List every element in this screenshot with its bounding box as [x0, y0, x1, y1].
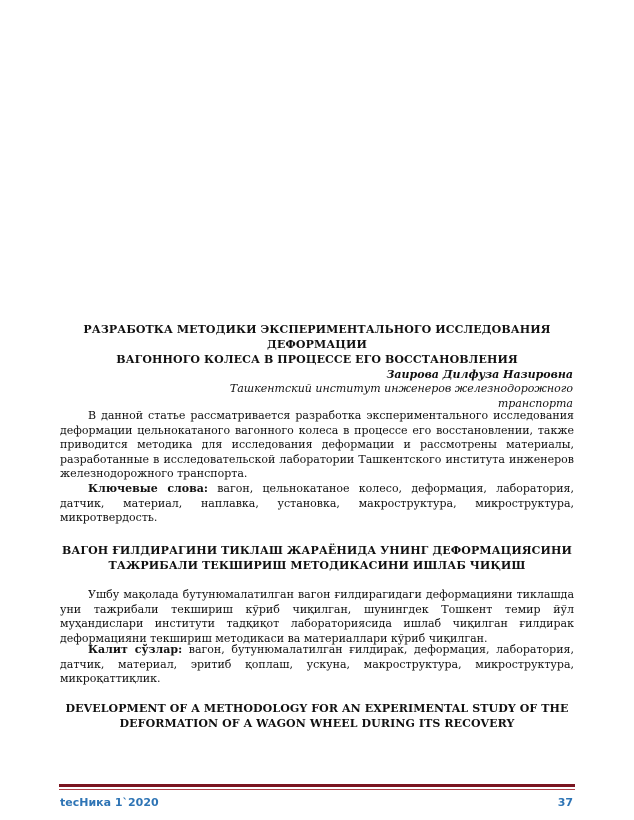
ru-title	[60, 322, 574, 367]
uz-title-line-1: ВАГОН ҒИЛДИРАГИНИ ТИКЛАШ ЖАРАЁНИДА УНИНГ ДЕФОРМАЦИЯСИНИ	[61, 544, 573, 557]
ru-title-line-1: РАЗРАБОТКА МЕТОДИКИ ЭКСПЕРИМЕНТАЛЬНОГО ИССЛЕДОВАНИЯ ДЕФОРМАЦИИ	[83, 323, 551, 351]
uz-keywords-label: Калит сўзлар:	[88, 643, 183, 656]
uz-title	[60, 543, 574, 573]
uz-title-line-2: ТАЖРИБАЛИ ТЕКШИРИШ МЕТОДИКАСИНИ ИШЛАБ ЧИҚИШ	[108, 559, 526, 572]
author-affiliation: Ташкентский институт инженеров железнодорожного транспорта	[229, 382, 573, 410]
en-title	[60, 701, 574, 731]
en-title-line-1: DEVELOPMENT OF A METHODOLOGY FOR AN EXPERIMENTAL STUDY OF THE	[65, 702, 569, 715]
ru-abstract: В данной статье рассматривается разработка экспериментального исследования деформации цельнокатаного вагонного колеса в процессе его восстановлении, также приводится методика для исследования деформации и рассмотрены материалы, разработанные в исследовательской лаборатории Ташкентского института инженеров железнодорожного транспорта.	[60, 409, 574, 481]
journal-name: tecНика 1`2020	[60, 796, 159, 809]
footer-rule-thin	[59, 789, 575, 790]
footer-rule-thick	[59, 784, 575, 787]
ru-keywords-label: Ключевые слова:	[88, 482, 208, 495]
ru-keywords-text: вагон, цельнокатаное колесо, деформация, лаборатория, датчик, материал, наплавка, установка, макроструктура, микроструктура, микротвердость.	[60, 482, 574, 525]
page-number: 37	[557, 796, 573, 809]
uz-keywords-text: вагон, бутунюмалатилган ғилдирак, деформация, лаборатория, датчик, материал, эритиб қоплаш, ускуна, макроструктура, микроструктура, микроқаттиқлик.	[60, 643, 574, 686]
author-name: Заирова Дилфуза Назировна	[386, 368, 573, 381]
uz-abstract: Ушбу мақолада бутунюмалатилган вагон ғилдирагидаги деформацияни тиклашда уни тажрибали текшириш кўриб чиқилган, шунингдек Тошкент темир йўл муҳандислари институти тадқиқот лабораториясида ишлаб чиқилган ғилдирак деформацияни текшириш методикаси ва материаллари кўриб чиқилган.	[60, 588, 574, 645]
ru-title-line-2: ВАГОННОГО КОЛЕСА В ПРОЦЕССЕ ЕГО ВОССТАНОВЛЕНИЯ	[116, 353, 518, 366]
en-title-line-2: DEFORMATION OF A WAGON WHEEL DURING ITS RECOVERY	[119, 717, 515, 730]
uz-keywords	[60, 643, 574, 687]
ru-keywords	[60, 482, 574, 526]
